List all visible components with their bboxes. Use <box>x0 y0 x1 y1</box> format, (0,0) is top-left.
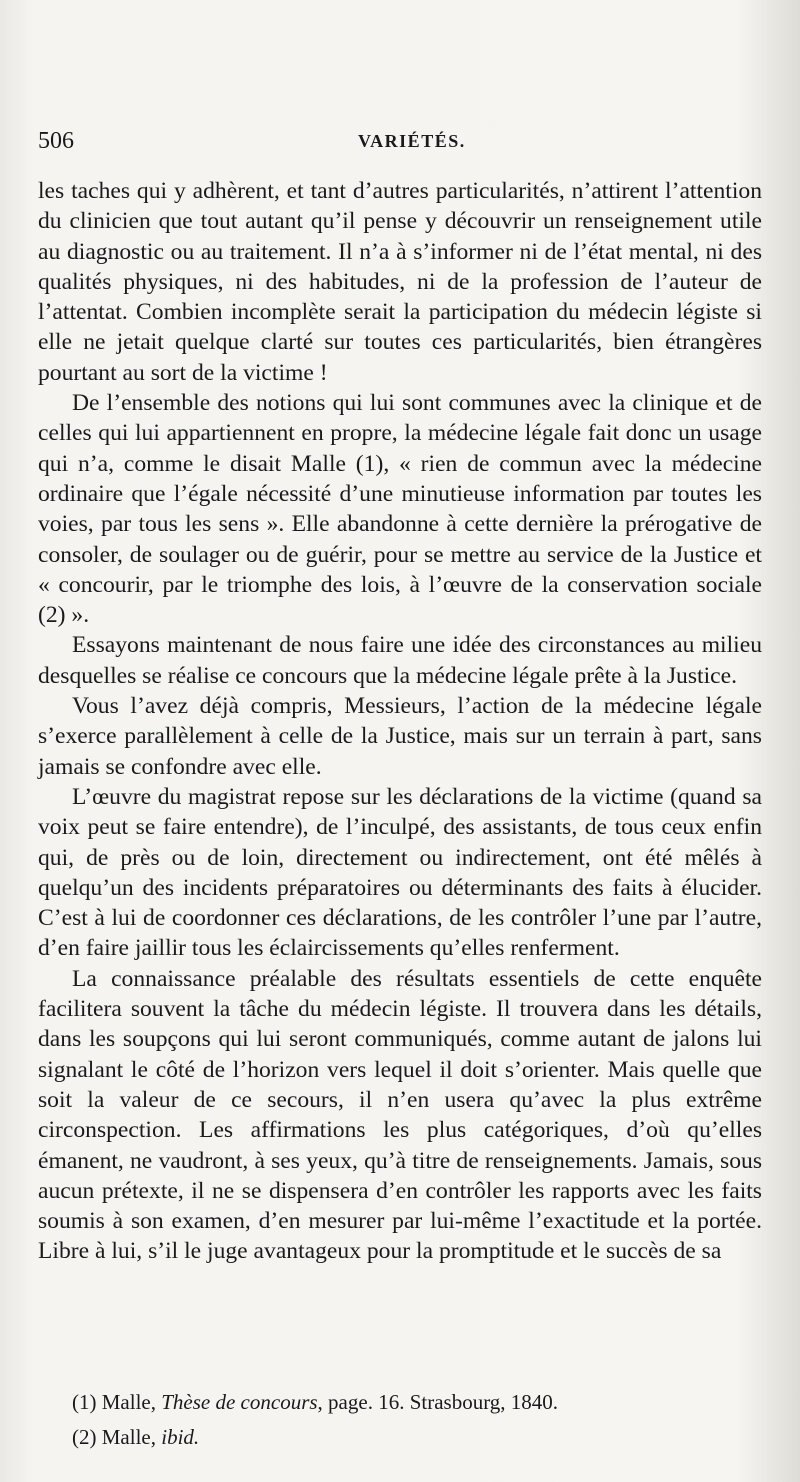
paragraph: La connaissance préalable des résultats essentiels de cette enquête facilitera souvent la tâche du médecin légiste. Il trouvera dans les détails, dans les soupçons qui lui seront communiqués, comme autant de jalons lui signalant le côté de l’horizon vers lequel il doit s’orienter. Mais quelle que soit la valeur de ce secours, il n’en usera qu’avec la plus extrême circonspection. Les affirmations les plus catégoriques, d’où qu’elles émanent, ne vaudront, à ses yeux, qu’à titre de renseignements. Jamais, sous aucun prétexte, il ne se dispensera d’en contrôler les rapports avec les faits soumis à son examen, d’en mesurer par lui-même l’exactitude et la portée. Libre à lui, s’il le juge avantageux pour la promptitude et le succès de sa <box>38 965 762 1265</box>
body-text <box>38 176 762 1267</box>
paragraph: les taches qui y adhèrent, et tant d’autres particularités, n’attirent l’attention du clinicien que tout autant qu’il pense y découvrir un renseignement utile au diagnostic ou au traitement. Il n’a à s’informer ni de l’état mental, ni des qualités physiques, ni des habitudes, ni de la profession de l’auteur de l’attentat. Combien incomplète serait la participation du médecin légiste si elle ne jetait quelque clarté sur toutes ces particularités, bien étrangères pourtant au sort de la victime ! <box>38 178 762 386</box>
page-header <box>38 128 778 168</box>
footnote <box>72 1385 772 1420</box>
paragraph: Essayons maintenant de nous faire une idée des circonstances au milieu desquelles se réalise ce concours que la médecine légale prête à la Justice. <box>38 632 762 689</box>
running-head: VARIÉTÉS. <box>358 131 466 151</box>
paragraph: Vous l’avez déjà compris, Messieurs, l’action de la médecine légale s’exerce parallèlement à celle de la Justice, mais sur un terrain à part, sans jamais se confondre avec elle. <box>38 693 762 780</box>
footnotes <box>72 1385 772 1455</box>
footnote-rest: , page. 16. Strasbourg, 1840. <box>317 1390 559 1414</box>
footnote-title: ibid. <box>161 1425 200 1449</box>
footnote-mark: (1) Malle, <box>72 1390 162 1414</box>
footnote <box>72 1420 772 1455</box>
paragraph: De l’ensemble des notions qui lui sont communes avec la clinique et de celles qui lui appartiennent en propre, la médecine légale fait donc un usage qui n’a, comme le disait Malle (1), « rien de commun avec la médecine ordinaire que l’égale nécessité d’une minutieuse information par toutes les voies, par tous les sens ». Elle abandonne à cette dernière la prérogative de consoler, de soulager ou de guérir, pour se mettre au service de la Justice et « concourir, par le triomphe des lois, à l’œuvre de la conservation sociale (2) ». <box>38 390 762 629</box>
page-number: 506 <box>38 128 74 154</box>
footnote-mark: (2) Malle, <box>72 1425 162 1449</box>
footnote-title: Thèse de concours <box>161 1390 318 1414</box>
paragraph: L’œuvre du magistrat repose sur les déclarations de la victime (quand sa voix peut se faire entendre), de l’inculpé, des assistants, de tous ceux enfin qui, de près ou de loin, directement ou indirectement, ont été mêlés à quelqu’un des incidents préparatoires ou déterminants des faits à élucider. C’est à lui de coordonner ces déclarations, de les contrôler l’une par l’autre, d’en faire jaillir tous les éclaircissements qu’elles renferment. <box>38 783 762 962</box>
